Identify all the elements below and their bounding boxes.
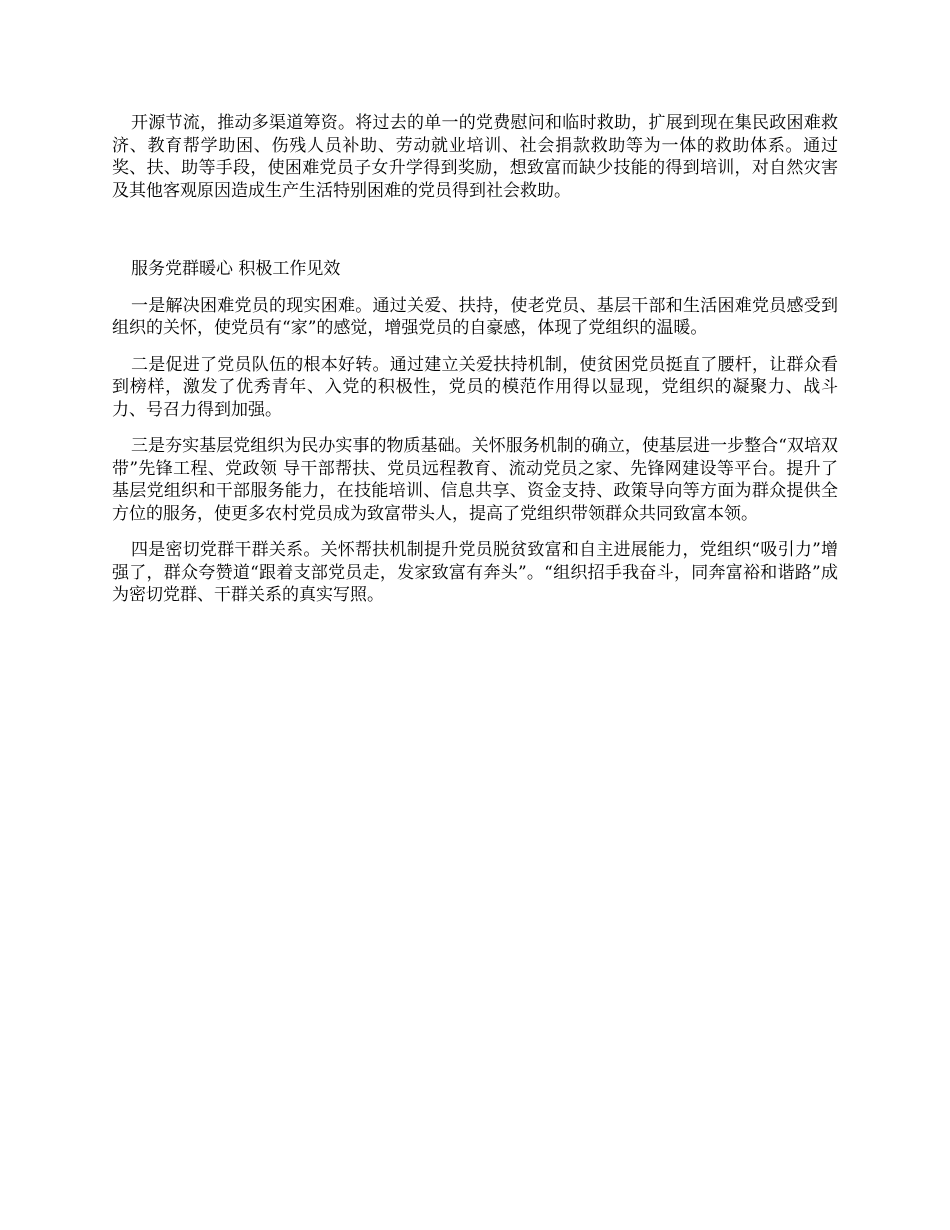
paragraph-spacer [112, 281, 838, 295]
paragraph-spacer [112, 340, 838, 354]
paragraph-point-two: 二是促进了党员队伍的根本好转。通过建立关爱扶持机制，使贫困党员挺直了腰杆，让群众看到榜样，激发了优秀青年、入党的积极性，党员的模范作用得以显现，党组织的凝聚力、战斗力、号召力得到加强。 [112, 354, 838, 420]
paragraph-point-one: 一是解决困难党员的现实困难。通过关爱、扶持，使老党员、基层干部和生活困难党员感受到组织的关怀，使党员有“家”的感觉，增强党员的自豪感，体现了党组织的温暖。 [112, 295, 838, 338]
paragraph-spacer [112, 525, 838, 539]
paragraph-funding: 开源节流，推动多渠道筹资。将过去的单一的党费慰问和临时救助，扩展到现在集民政困难救济、教育帮学助困、伤残人员补助、劳动就业培训、社会捐款救助等为一体的救助体系。通过奖、扶、助等手段，使困难党员子女升学得到奖励，想致富而缺少技能的得到培训，对自然灾害及其他客观原因造成生产生活特别困难的党员得到社会救助。 [112, 113, 838, 201]
paragraph-spacer [112, 421, 838, 435]
paragraph-point-four: 四是密切党群干群关系。关怀帮扶机制提升党员脱贫致富和自主进展能力，党组织“吸引力”增强了，群众夸赞道“跟着支部党员走，发家致富有奔头”。“组织招手我奋斗，同奔富裕和谐路”成为密切党群、干群关系的真实写照。 [112, 540, 838, 605]
paragraph-point-three: 三是夯实基层党组织为民办实事的物质基础。关怀服务机制的确立，使基层进一步整合“双培双带”先锋工程、党政领 导干部帮扶、党员远程教育、流动党员之家、先锋网建设等平台。提升了基层党组织和干部服务能力，在技能培训、信息共享、资金支持、政策导向等方面为群众提供全方位的服务，使更多农村党员成为致富带头人，提高了党组织带领群众共同致富本领。 [112, 436, 838, 524]
section-spacer [112, 202, 838, 258]
document-page [112, 112, 838, 607]
section-heading: 服务党群暖心 积极工作见效 [131, 259, 341, 279]
